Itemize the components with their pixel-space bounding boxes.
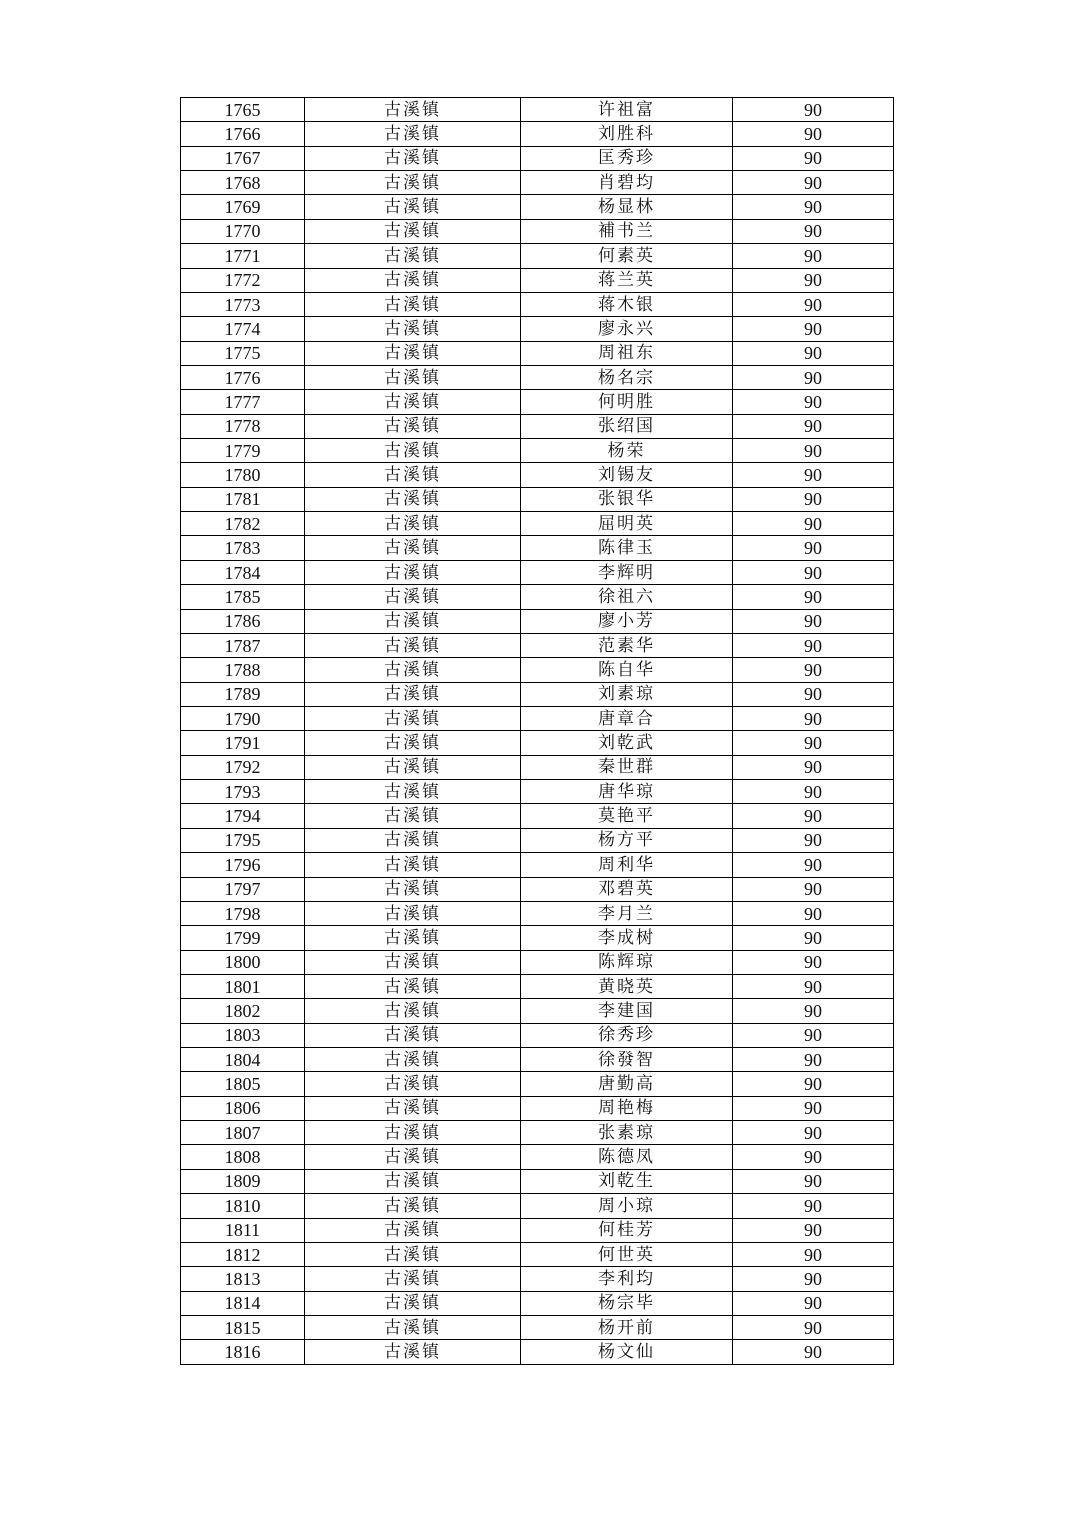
amount-cell: 90 (733, 1242, 894, 1266)
amount-cell: 90 (733, 853, 894, 877)
person-name-cell: 周小琼 (521, 1194, 733, 1218)
person-name-cell: 補书兰 (521, 219, 733, 243)
row-number-cell: 1804 (181, 1048, 305, 1072)
town-cell: 古溪镇 (305, 974, 521, 998)
amount-cell: 90 (733, 463, 894, 487)
person-name-cell: 唐章合 (521, 706, 733, 730)
person-name-cell: 范素华 (521, 633, 733, 657)
table-row (181, 268, 894, 292)
amount-cell: 90 (733, 755, 894, 779)
table-row (181, 171, 894, 195)
amount-cell: 90 (733, 536, 894, 560)
row-number-cell: 1811 (181, 1218, 305, 1242)
person-name-cell: 廖永兴 (521, 317, 733, 341)
amount-cell: 90 (733, 219, 894, 243)
amount-cell: 90 (733, 317, 894, 341)
amount-cell: 90 (733, 682, 894, 706)
row-number-cell: 1779 (181, 439, 305, 463)
table-row (181, 122, 894, 146)
person-name-cell: 陈律玉 (521, 536, 733, 560)
table-row (181, 414, 894, 438)
person-name-cell: 李月兰 (521, 901, 733, 925)
amount-cell: 90 (733, 122, 894, 146)
town-cell: 古溪镇 (305, 755, 521, 779)
amount-cell: 90 (733, 195, 894, 219)
town-cell: 古溪镇 (305, 317, 521, 341)
person-name-cell: 周利华 (521, 853, 733, 877)
table-row (181, 390, 894, 414)
table-row (181, 853, 894, 877)
table-row (181, 1267, 894, 1291)
row-number-cell: 1807 (181, 1121, 305, 1145)
person-name-cell: 杨开前 (521, 1315, 733, 1339)
row-number-cell: 1797 (181, 877, 305, 901)
amount-cell: 90 (733, 585, 894, 609)
row-number-cell: 1793 (181, 780, 305, 804)
person-name-cell: 徐發智 (521, 1048, 733, 1072)
table-row (181, 536, 894, 560)
town-cell: 古溪镇 (305, 780, 521, 804)
person-name-cell: 陈德凤 (521, 1145, 733, 1169)
table-row (181, 999, 894, 1023)
town-cell: 古溪镇 (305, 1121, 521, 1145)
amount-cell: 90 (733, 268, 894, 292)
amount-cell: 90 (733, 146, 894, 170)
town-cell: 古溪镇 (305, 1340, 521, 1364)
amount-cell: 90 (733, 1023, 894, 1047)
amount-cell: 90 (733, 98, 894, 122)
table-row (181, 658, 894, 682)
row-number-cell: 1773 (181, 292, 305, 316)
row-number-cell: 1806 (181, 1096, 305, 1120)
town-cell: 古溪镇 (305, 926, 521, 950)
town-cell: 古溪镇 (305, 1048, 521, 1072)
amount-cell: 90 (733, 439, 894, 463)
town-cell: 古溪镇 (305, 1267, 521, 1291)
amount-cell: 90 (733, 1194, 894, 1218)
row-number-cell: 1770 (181, 219, 305, 243)
row-number-cell: 1783 (181, 536, 305, 560)
amount-cell: 90 (733, 292, 894, 316)
amount-cell: 90 (733, 926, 894, 950)
town-cell: 古溪镇 (305, 244, 521, 268)
row-number-cell: 1796 (181, 853, 305, 877)
table-row (181, 560, 894, 584)
person-name-cell: 刘素琼 (521, 682, 733, 706)
person-name-cell: 蒋木银 (521, 292, 733, 316)
table-row (181, 487, 894, 511)
amount-cell: 90 (733, 901, 894, 925)
town-cell: 古溪镇 (305, 950, 521, 974)
person-name-cell: 刘胜科 (521, 122, 733, 146)
town-cell: 古溪镇 (305, 365, 521, 389)
person-name-cell: 陈自华 (521, 658, 733, 682)
row-number-cell: 1805 (181, 1072, 305, 1096)
row-number-cell: 1808 (181, 1145, 305, 1169)
table-row (181, 1194, 894, 1218)
town-cell: 古溪镇 (305, 633, 521, 657)
row-number-cell: 1809 (181, 1169, 305, 1193)
table-row (181, 828, 894, 852)
amount-cell: 90 (733, 877, 894, 901)
person-name-cell: 杨名宗 (521, 365, 733, 389)
town-cell: 古溪镇 (305, 1169, 521, 1193)
roster-table (180, 97, 894, 1365)
roster-table-body (181, 98, 894, 1365)
row-number-cell: 1795 (181, 828, 305, 852)
amount-cell: 90 (733, 414, 894, 438)
amount-cell: 90 (733, 244, 894, 268)
town-cell: 古溪镇 (305, 999, 521, 1023)
person-name-cell: 杨方平 (521, 828, 733, 852)
person-name-cell: 刘乾武 (521, 731, 733, 755)
row-number-cell: 1768 (181, 171, 305, 195)
town-cell: 古溪镇 (305, 292, 521, 316)
table-row (181, 974, 894, 998)
amount-cell: 90 (733, 1096, 894, 1120)
person-name-cell: 徐祖六 (521, 585, 733, 609)
table-row (181, 1169, 894, 1193)
town-cell: 古溪镇 (305, 536, 521, 560)
town-cell: 古溪镇 (305, 390, 521, 414)
table-row (181, 901, 894, 925)
table-row (181, 1072, 894, 1096)
table-row (181, 1315, 894, 1339)
table-row (181, 633, 894, 657)
amount-cell: 90 (733, 731, 894, 755)
town-cell: 古溪镇 (305, 731, 521, 755)
person-name-cell: 杨显林 (521, 195, 733, 219)
table-row (181, 877, 894, 901)
row-number-cell: 1816 (181, 1340, 305, 1364)
table-row (181, 98, 894, 122)
town-cell: 古溪镇 (305, 439, 521, 463)
amount-cell: 90 (733, 828, 894, 852)
row-number-cell: 1815 (181, 1315, 305, 1339)
row-number-cell: 1801 (181, 974, 305, 998)
row-number-cell: 1794 (181, 804, 305, 828)
town-cell: 古溪镇 (305, 1096, 521, 1120)
table-row (181, 439, 894, 463)
town-cell: 古溪镇 (305, 98, 521, 122)
person-name-cell: 何桂芳 (521, 1218, 733, 1242)
amount-cell: 90 (733, 560, 894, 584)
table-row (181, 341, 894, 365)
amount-cell: 90 (733, 171, 894, 195)
amount-cell: 90 (733, 341, 894, 365)
person-name-cell: 秦世群 (521, 755, 733, 779)
person-name-cell: 李成树 (521, 926, 733, 950)
row-number-cell: 1787 (181, 633, 305, 657)
row-number-cell: 1810 (181, 1194, 305, 1218)
town-cell: 古溪镇 (305, 1145, 521, 1169)
row-number-cell: 1785 (181, 585, 305, 609)
table-row (181, 1096, 894, 1120)
town-cell: 古溪镇 (305, 219, 521, 243)
person-name-cell: 黄晓英 (521, 974, 733, 998)
town-cell: 古溪镇 (305, 195, 521, 219)
table-row (181, 244, 894, 268)
row-number-cell: 1767 (181, 146, 305, 170)
table-row (181, 195, 894, 219)
person-name-cell: 何素英 (521, 244, 733, 268)
person-name-cell: 何明胜 (521, 390, 733, 414)
town-cell: 古溪镇 (305, 877, 521, 901)
row-number-cell: 1766 (181, 122, 305, 146)
row-number-cell: 1798 (181, 901, 305, 925)
town-cell: 古溪镇 (305, 706, 521, 730)
person-name-cell: 屈明英 (521, 512, 733, 536)
amount-cell: 90 (733, 1048, 894, 1072)
town-cell: 古溪镇 (305, 1218, 521, 1242)
town-cell: 古溪镇 (305, 682, 521, 706)
row-number-cell: 1791 (181, 731, 305, 755)
person-name-cell: 张素琼 (521, 1121, 733, 1145)
table-row (181, 463, 894, 487)
amount-cell: 90 (733, 780, 894, 804)
row-number-cell: 1803 (181, 1023, 305, 1047)
person-name-cell: 李利均 (521, 1267, 733, 1291)
table-row (181, 1291, 894, 1315)
row-number-cell: 1790 (181, 706, 305, 730)
person-name-cell: 唐华琼 (521, 780, 733, 804)
row-number-cell: 1802 (181, 999, 305, 1023)
town-cell: 古溪镇 (305, 901, 521, 925)
amount-cell: 90 (733, 633, 894, 657)
person-name-cell: 刘锡友 (521, 463, 733, 487)
town-cell: 古溪镇 (305, 1291, 521, 1315)
town-cell: 古溪镇 (305, 1315, 521, 1339)
town-cell: 古溪镇 (305, 1023, 521, 1047)
person-name-cell: 周祖东 (521, 341, 733, 365)
table-row (181, 146, 894, 170)
table-row (181, 804, 894, 828)
amount-cell: 90 (733, 1315, 894, 1339)
table-row (181, 926, 894, 950)
row-number-cell: 1799 (181, 926, 305, 950)
amount-cell: 90 (733, 1121, 894, 1145)
row-number-cell: 1777 (181, 390, 305, 414)
table-row (181, 512, 894, 536)
row-number-cell: 1771 (181, 244, 305, 268)
table-row (181, 609, 894, 633)
row-number-cell: 1813 (181, 1267, 305, 1291)
town-cell: 古溪镇 (305, 1242, 521, 1266)
town-cell: 古溪镇 (305, 804, 521, 828)
table-row (181, 1145, 894, 1169)
row-number-cell: 1812 (181, 1242, 305, 1266)
amount-cell: 90 (733, 1072, 894, 1096)
town-cell: 古溪镇 (305, 1072, 521, 1096)
amount-cell: 90 (733, 512, 894, 536)
table-row (181, 682, 894, 706)
person-name-cell: 徐秀珍 (521, 1023, 733, 1047)
row-number-cell: 1789 (181, 682, 305, 706)
amount-cell: 90 (733, 1169, 894, 1193)
town-cell: 古溪镇 (305, 828, 521, 852)
amount-cell: 90 (733, 1218, 894, 1242)
amount-cell: 90 (733, 1145, 894, 1169)
row-number-cell: 1778 (181, 414, 305, 438)
town-cell: 古溪镇 (305, 609, 521, 633)
town-cell: 古溪镇 (305, 1194, 521, 1218)
row-number-cell: 1765 (181, 98, 305, 122)
table-row (181, 950, 894, 974)
person-name-cell: 杨文仙 (521, 1340, 733, 1364)
town-cell: 古溪镇 (305, 268, 521, 292)
row-number-cell: 1772 (181, 268, 305, 292)
amount-cell: 90 (733, 706, 894, 730)
table-row (181, 755, 894, 779)
amount-cell: 90 (733, 1291, 894, 1315)
table-row (181, 1218, 894, 1242)
amount-cell: 90 (733, 950, 894, 974)
table-row (181, 1048, 894, 1072)
person-name-cell: 李辉明 (521, 560, 733, 584)
person-name-cell: 刘乾生 (521, 1169, 733, 1193)
town-cell: 古溪镇 (305, 853, 521, 877)
amount-cell: 90 (733, 1340, 894, 1364)
town-cell: 古溪镇 (305, 560, 521, 584)
town-cell: 古溪镇 (305, 146, 521, 170)
table-row (181, 1023, 894, 1047)
town-cell: 古溪镇 (305, 512, 521, 536)
person-name-cell: 廖小芳 (521, 609, 733, 633)
table-row (181, 706, 894, 730)
amount-cell: 90 (733, 974, 894, 998)
table-row (181, 1242, 894, 1266)
row-number-cell: 1800 (181, 950, 305, 974)
row-number-cell: 1784 (181, 560, 305, 584)
person-name-cell: 肖碧均 (521, 171, 733, 195)
row-number-cell: 1769 (181, 195, 305, 219)
town-cell: 古溪镇 (305, 658, 521, 682)
table-row (181, 1340, 894, 1364)
row-number-cell: 1775 (181, 341, 305, 365)
amount-cell: 90 (733, 804, 894, 828)
table-row (181, 585, 894, 609)
person-name-cell: 陈辉琼 (521, 950, 733, 974)
town-cell: 古溪镇 (305, 171, 521, 195)
row-number-cell: 1788 (181, 658, 305, 682)
table-row (181, 317, 894, 341)
person-name-cell: 李建国 (521, 999, 733, 1023)
person-name-cell: 匡秀珍 (521, 146, 733, 170)
person-name-cell: 唐勤高 (521, 1072, 733, 1096)
table-row (181, 780, 894, 804)
amount-cell: 90 (733, 487, 894, 511)
amount-cell: 90 (733, 365, 894, 389)
town-cell: 古溪镇 (305, 122, 521, 146)
row-number-cell: 1781 (181, 487, 305, 511)
table-row (181, 292, 894, 316)
row-number-cell: 1780 (181, 463, 305, 487)
table-row (181, 1121, 894, 1145)
person-name-cell: 杨荣 (521, 439, 733, 463)
person-name-cell: 许祖富 (521, 98, 733, 122)
table-row (181, 365, 894, 389)
row-number-cell: 1792 (181, 755, 305, 779)
table-row (181, 219, 894, 243)
town-cell: 古溪镇 (305, 463, 521, 487)
person-name-cell: 莫艳平 (521, 804, 733, 828)
row-number-cell: 1774 (181, 317, 305, 341)
row-number-cell: 1782 (181, 512, 305, 536)
town-cell: 古溪镇 (305, 341, 521, 365)
town-cell: 古溪镇 (305, 487, 521, 511)
person-name-cell: 张绍国 (521, 414, 733, 438)
person-name-cell: 邓碧英 (521, 877, 733, 901)
table-row (181, 731, 894, 755)
row-number-cell: 1814 (181, 1291, 305, 1315)
amount-cell: 90 (733, 1267, 894, 1291)
amount-cell: 90 (733, 390, 894, 414)
amount-cell: 90 (733, 609, 894, 633)
amount-cell: 90 (733, 999, 894, 1023)
person-name-cell: 周艳梅 (521, 1096, 733, 1120)
row-number-cell: 1776 (181, 365, 305, 389)
row-number-cell: 1786 (181, 609, 305, 633)
person-name-cell: 张银华 (521, 487, 733, 511)
person-name-cell: 何世英 (521, 1242, 733, 1266)
amount-cell: 90 (733, 658, 894, 682)
town-cell: 古溪镇 (305, 414, 521, 438)
town-cell: 古溪镇 (305, 585, 521, 609)
person-name-cell: 蒋兰英 (521, 268, 733, 292)
person-name-cell: 杨宗毕 (521, 1291, 733, 1315)
